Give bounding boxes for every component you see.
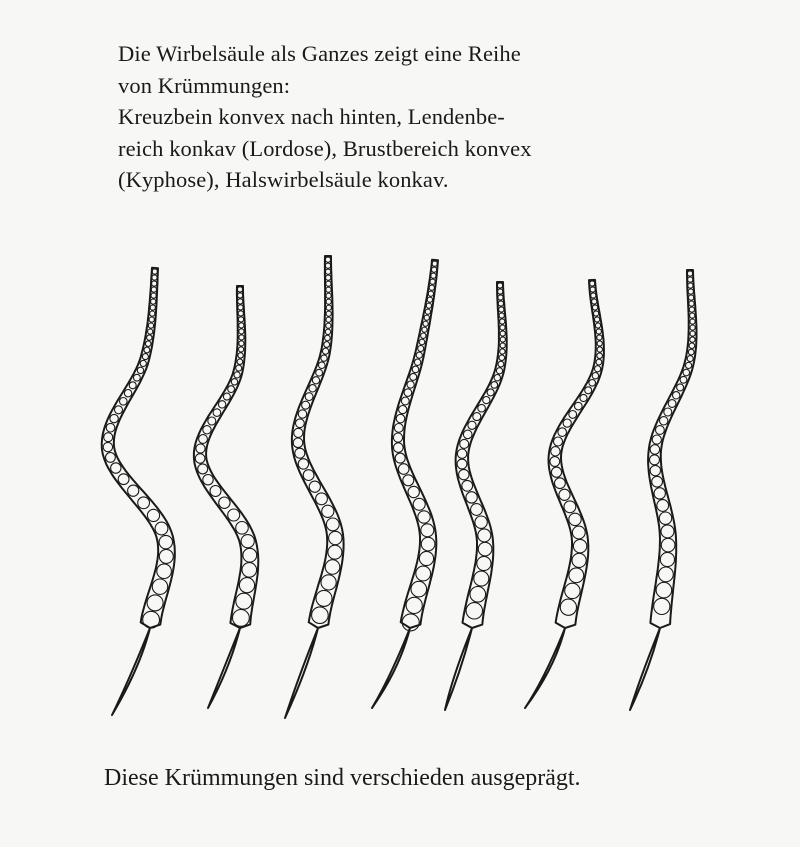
spine-3-vertebra-22	[305, 393, 313, 401]
spine-6-vertebra-5	[593, 305, 598, 310]
spine-7-vertebra-24	[656, 426, 665, 435]
spine-6-vertebra-22	[563, 419, 571, 427]
spine-6-vertebra-35	[569, 568, 584, 583]
spine-4-vertebra-15	[418, 346, 424, 352]
spine-6-vertebra-1	[590, 281, 595, 286]
spine-4-vertebra-17	[414, 359, 420, 365]
spine-7-vertebra-7	[689, 307, 694, 312]
spine-7-vertebra-19	[677, 384, 684, 391]
spine-6-vertebra-6	[594, 311, 599, 316]
spine-3-vertebra-18	[319, 362, 326, 369]
spine-2-vertebra-17	[228, 386, 235, 393]
spine-5-vertebra-20	[478, 404, 486, 412]
spine-7-vertebra-34	[661, 538, 675, 552]
spine-6-vertebra-37	[560, 599, 576, 615]
spine-2	[194, 286, 258, 708]
spine-4-vertebra-3	[431, 273, 436, 278]
spine-2-vertebra-37	[233, 610, 250, 627]
spine-4-vertebra-14	[419, 339, 425, 345]
spine-5-vertebra-15	[496, 368, 502, 374]
spine-6-vertebra-23	[558, 428, 567, 437]
spine-5-vertebra-2	[498, 289, 503, 294]
spine-6-vertebra-26	[550, 457, 560, 467]
spine-6-vertebra-18	[585, 387, 592, 394]
spine-7-vertebra-3	[688, 283, 693, 288]
spine-6-vertebra-12	[597, 347, 602, 352]
spine-6-vertebra-27	[551, 467, 561, 477]
spine-2-vertebra-18	[223, 393, 230, 400]
spine-7	[630, 270, 697, 710]
spine-4-vertebra-2	[432, 267, 437, 272]
spine-2-vertebra-13	[237, 359, 243, 365]
spine-7-vertebra-26	[650, 445, 660, 455]
spine-3-vertebra-3	[326, 269, 331, 274]
spine-7-vertebra-33	[661, 525, 674, 538]
spine-5-vertebra-24	[460, 439, 469, 448]
spine-5-vertebra-13	[499, 355, 505, 361]
spine-4-vertebra-39	[406, 597, 422, 613]
spine-6-vertebra-16	[592, 373, 598, 379]
spine-5-vertebra-5	[499, 307, 504, 312]
spine-3-vertebra-29	[298, 459, 308, 469]
spine-6-vertebra-9	[596, 329, 601, 334]
spine-2-vertebra-30	[228, 509, 240, 521]
spine-3-vertebra-5	[326, 281, 331, 286]
intro-line-4: reich konkav (Lordose), Brustbereich konvex	[118, 135, 532, 161]
spine-7-vertebra-6	[689, 301, 694, 306]
spine-2-vertebra-7	[239, 323, 244, 328]
spine-7-vertebra-35	[660, 552, 674, 566]
spine-1-vertebra-23	[110, 414, 118, 422]
spine-4-vertebra-8	[426, 303, 431, 308]
spine-1-vertebra-1	[152, 269, 157, 274]
spine-2-vertebra-5	[238, 311, 243, 316]
spine-5-vertebra-21	[473, 413, 481, 421]
spine-3-vertebra-30	[303, 470, 314, 481]
spine-1-vertebra-16	[140, 360, 146, 366]
spine-4-vertebra-26	[393, 433, 402, 442]
spine-7-vertebra-16	[686, 362, 692, 368]
spine-4-vertebra-22	[401, 397, 409, 405]
spine-4-vertebra-19	[410, 373, 417, 380]
spine-4-vertebra-18	[412, 366, 419, 373]
spine-7-vertebra-2	[688, 277, 693, 282]
spine-1	[102, 268, 175, 715]
spine-4-vertebra-13	[421, 333, 426, 338]
spine-3-vertebra-7	[326, 293, 331, 298]
spine-2-vertebra-2	[238, 293, 243, 298]
spine-3	[285, 256, 344, 718]
spine-3-vertebra-11	[326, 317, 331, 322]
spine-3-vertebra-37	[325, 560, 340, 575]
spine-7-outline	[630, 270, 697, 710]
spine-5-vertebra-25	[457, 449, 466, 458]
spine-7-vertebra-31	[657, 500, 669, 512]
spine-6-outline	[525, 280, 604, 708]
spine-5-vertebra-37	[466, 603, 482, 619]
spine-3-vertebra-19	[316, 369, 323, 376]
spine-3-vertebra-10	[326, 311, 331, 316]
spine-4-vertebra-36	[419, 551, 433, 565]
spine-7-vertebra-11	[690, 331, 695, 336]
spine-2-vertebra-8	[239, 329, 244, 334]
spine-1-vertebra-30	[128, 485, 139, 496]
spine-curvature-illustration	[0, 240, 800, 730]
spine-1-vertebra-3	[152, 281, 157, 286]
spine-2-vertebra-21	[208, 417, 216, 425]
spine-6-vertebra-28	[555, 478, 566, 489]
spine-7-vertebra-21	[668, 400, 676, 408]
spine-2-vertebra-23	[199, 435, 208, 444]
spine-3-vertebra-35	[329, 531, 342, 544]
spine-4-vertebra-20	[407, 381, 414, 388]
spine-7-vertebra-37	[656, 582, 672, 598]
spine-1-vertebra-11	[148, 329, 153, 334]
spine-6-vertebra-4	[592, 299, 597, 304]
spine-1-vertebra-27	[106, 453, 116, 463]
spine-1-vertebra-31	[138, 497, 150, 509]
spine-7-vertebra-10	[690, 325, 695, 330]
spine-7-vertebra-20	[673, 392, 680, 399]
spine-2-vertebra-20	[213, 409, 221, 417]
spine-2-vertebra-16	[231, 379, 237, 385]
spine-5-vertebra-17	[491, 382, 498, 389]
spine-1-vertebra-18	[134, 374, 141, 381]
spine-4-vertebra-6	[428, 291, 433, 296]
spine-5-vertebra-30	[471, 504, 483, 516]
spine-7-vertebra-15	[687, 356, 693, 362]
spine-1-vertebra-21	[120, 398, 128, 406]
spine-3-vertebra-32	[316, 493, 328, 505]
spine-7-vertebra-22	[664, 408, 672, 416]
spine-6-vertebra-11	[597, 341, 602, 346]
spine-2-vertebra-29	[219, 497, 230, 508]
spine-7-vertebra-32	[659, 512, 671, 524]
spine-7-vertebra-14	[688, 349, 694, 355]
spine-2-vertebra-24	[196, 444, 205, 453]
spine-5-vertebra-36	[470, 587, 486, 603]
spine-1-vertebra-39	[143, 611, 160, 628]
spine-3-vertebra-14	[325, 335, 331, 341]
spine-5-vertebra-10	[500, 337, 505, 342]
spine-4-vertebra-21	[404, 389, 412, 397]
spine-5-outline	[445, 282, 507, 710]
spine-2-vertebra-28	[210, 486, 221, 497]
spine-4-vertebra-4	[430, 279, 435, 284]
spine-7-vertebra-36	[659, 567, 674, 582]
spine-1-vertebra-33	[155, 522, 168, 535]
spine-2-vertebra-19	[218, 401, 225, 408]
spine-2-vertebra-11	[239, 347, 244, 352]
spine-2-vertebra-14	[236, 365, 242, 371]
spine-1-vertebra-9	[149, 317, 154, 322]
spine-1-vertebra-20	[124, 390, 131, 397]
spine-4-vertebra-35	[421, 537, 435, 551]
spine-3-outline	[285, 256, 344, 718]
intro-line-2: von Krümmungen:	[118, 72, 291, 98]
spine-3-vertebra-38	[321, 575, 336, 590]
spine-7-vertebra-29	[652, 476, 663, 487]
spine-5-vertebra-26	[457, 459, 467, 469]
spine-7-vertebra-28	[650, 465, 660, 475]
spine-6-vertebra-25	[551, 447, 560, 456]
spine-3-vertebra-40	[312, 607, 329, 624]
caption: Diese Krümmungen sind verschieden ausgeprägt.	[104, 765, 581, 791]
spine-5-vertebra-31	[475, 516, 487, 528]
spine-6-vertebra-20	[575, 402, 583, 410]
spine-2-vertebra-6	[238, 317, 243, 322]
spine-2-vertebra-4	[238, 305, 243, 310]
spine-4-vertebra-33	[418, 511, 430, 523]
spine-6-vertebra-29	[559, 489, 570, 500]
spine-5-vertebra-28	[462, 480, 473, 491]
spine-2-vertebra-12	[238, 353, 243, 358]
spine-5-vertebra-16	[494, 375, 500, 381]
spine-6-vertebra-8	[595, 323, 600, 328]
spine-5-vertebra-11	[500, 343, 505, 348]
spine-1-vertebra-17	[137, 367, 143, 373]
spine-6-vertebra-19	[580, 394, 587, 401]
spine-7-vertebra-8	[690, 313, 695, 318]
spine-1-vertebra-7	[150, 305, 155, 310]
spine-4-vertebra-11	[423, 321, 428, 326]
spine-2-vertebra-9	[239, 335, 244, 340]
spine-3-vertebra-12	[326, 323, 331, 328]
spine-1-vertebra-32	[147, 509, 159, 521]
spine-4-vertebra-7	[427, 297, 432, 302]
spine-6-vertebra-2	[590, 287, 595, 292]
spine-3-vertebra-33	[322, 505, 334, 517]
spine-4-vertebra-12	[422, 327, 427, 332]
spine-2-vertebra-33	[243, 548, 257, 562]
spine-6-vertebra-24	[554, 437, 563, 446]
spine-1-vertebra-10	[148, 323, 153, 328]
spine-3-vertebra-26	[294, 428, 303, 437]
spine-1-vertebra-8	[150, 311, 155, 316]
spine-3-vertebra-1	[325, 257, 330, 262]
spine-4-vertebra-34	[421, 524, 434, 537]
spine-7-vertebra-23	[660, 417, 668, 425]
spine-5-vertebra-12	[500, 349, 505, 354]
spine-6-vertebra-7	[595, 317, 600, 322]
spine-4-vertebra-37	[416, 566, 431, 581]
spine-7-vertebra-1	[687, 271, 692, 276]
intro-line-3: Kreuzbein konvex nach hinten, Lendenbe-	[118, 104, 505, 129]
spine-4-vertebra-38	[411, 581, 427, 597]
spine-7-vertebra-25	[652, 435, 661, 444]
spine-4-vertebra-16	[416, 352, 422, 358]
spine-2-vertebra-15	[234, 372, 240, 378]
spine-1-vertebra-6	[151, 299, 156, 304]
spine-1-vertebra-25	[104, 433, 113, 442]
spine-2-vertebra-34	[242, 563, 257, 578]
spine-3-vertebra-15	[324, 342, 330, 348]
spine-6-vertebra-31	[569, 513, 581, 525]
spine-7-vertebra-27	[650, 455, 660, 465]
spine-7-vertebra-12	[690, 337, 695, 342]
spine-2-vertebra-1	[237, 287, 242, 292]
spine-7-vertebra-17	[683, 369, 690, 376]
spine-3-vertebra-2	[325, 263, 330, 268]
spine-6	[525, 280, 604, 708]
spine-1-vertebra-13	[145, 341, 151, 347]
spine-6-vertebra-14	[596, 359, 602, 365]
spine-6-vertebra-33	[573, 539, 586, 552]
spine-3-vertebra-24	[298, 410, 306, 418]
spine-4-vertebra-5	[429, 285, 434, 290]
spine-7-vertebra-4	[688, 289, 693, 294]
spine-2-vertebra-25	[195, 454, 205, 464]
spine-5-vertebra-14	[498, 361, 504, 367]
spine-4-vertebra-29	[398, 464, 409, 475]
spine-1-vertebra-4	[151, 287, 156, 292]
spine-5-vertebra-1	[497, 283, 502, 288]
spine-1-vertebra-36	[157, 564, 172, 579]
spine-4-vertebra-31	[408, 486, 419, 497]
spine-3-vertebra-28	[295, 448, 305, 458]
spine-3-vertebra-25	[296, 419, 305, 428]
spine-4-vertebra-32	[413, 498, 425, 510]
spine-5-vertebra-22	[468, 421, 476, 429]
spine-5-vertebra-8	[500, 325, 505, 330]
spine-7-vertebra-38	[654, 598, 670, 614]
spine-5-vertebra-9	[500, 331, 505, 336]
spine-3-vertebra-23	[302, 401, 310, 409]
spine-7-vertebra-13	[689, 343, 695, 349]
spine-6-vertebra-17	[589, 380, 596, 387]
spine-3-vertebra-13	[325, 329, 330, 334]
spine-4-vertebra-24	[396, 414, 405, 423]
spine-5	[445, 282, 507, 710]
spine-3-vertebra-17	[321, 355, 327, 361]
spine-1-vertebra-5	[151, 293, 156, 298]
spine-5-vertebra-27	[459, 469, 469, 479]
spine-3-vertebra-8	[326, 299, 331, 304]
spine-5-vertebra-32	[478, 529, 491, 542]
spine-3-vertebra-16	[323, 348, 329, 354]
spine-4-vertebra-30	[403, 475, 414, 486]
spine-3-vertebra-34	[326, 518, 339, 531]
spine-2-vertebra-27	[203, 475, 213, 485]
spine-1-vertebra-14	[144, 347, 150, 353]
intro-line-1: Die Wirbelsäule als Ganzes zeigt eine Reihe	[118, 41, 521, 66]
spine-6-vertebra-36	[565, 583, 580, 598]
spine-6-vertebra-10	[597, 335, 602, 340]
spine-3-vertebra-36	[328, 545, 342, 559]
spine-2-vertebra-22	[203, 426, 211, 434]
spine-2-vertebra-10	[239, 341, 244, 346]
spine-5-vertebra-6	[499, 313, 504, 318]
spine-5-vertebra-18	[487, 389, 494, 396]
spine-2-vertebra-32	[241, 535, 254, 548]
spine-1-vertebra-2	[152, 275, 157, 280]
spine-2-vertebra-36	[236, 593, 252, 609]
spine-4-vertebra-9	[425, 309, 430, 314]
spine-5-vertebra-4	[498, 301, 503, 306]
spine-5-vertebra-7	[500, 319, 505, 324]
spine-1-vertebra-37	[152, 579, 167, 594]
spine-1-vertebra-12	[147, 335, 152, 340]
spine-4-vertebra-10	[424, 315, 429, 320]
spine-3-vertebra-21	[309, 385, 316, 392]
spine-1-vertebra-35	[159, 549, 173, 563]
spine-4-vertebra-25	[394, 424, 403, 433]
spine-1-vertebra-19	[129, 382, 136, 389]
spine-6-vertebra-3	[591, 293, 596, 298]
spine-5-vertebra-19	[483, 397, 490, 404]
spine-4-outline	[372, 260, 438, 708]
spine-5-vertebra-33	[478, 542, 492, 556]
spine-7-vertebra-18	[680, 376, 687, 383]
spine-7-vertebra-9	[690, 319, 695, 324]
spine-6-vertebra-21	[569, 411, 577, 419]
spine-5-vertebra-29	[466, 492, 477, 503]
spine-3-vertebra-20	[312, 377, 319, 384]
spine-1-vertebra-24	[106, 423, 115, 432]
spine-4-vertebra-27	[394, 443, 404, 453]
spine-6-vertebra-15	[595, 366, 601, 372]
spine-3-vertebra-4	[326, 275, 331, 280]
spine-1-vertebra-22	[115, 406, 123, 414]
spine-7-vertebra-30	[654, 488, 665, 499]
spine-2-vertebra-35	[239, 578, 254, 593]
spine-6-vertebra-32	[572, 526, 585, 539]
spine-5-vertebra-35	[474, 571, 489, 586]
spine-3-vertebra-31	[309, 481, 320, 492]
spine-3-vertebra-9	[326, 305, 331, 310]
intro-line-5: (Kyphose), Halswirbelsäule konkav.	[118, 167, 449, 192]
spine-2-vertebra-3	[238, 299, 243, 304]
spine-2-vertebra-26	[198, 464, 208, 474]
spine-6-vertebra-13	[597, 353, 603, 359]
spine-3-vertebra-27	[293, 438, 303, 448]
spine-1-vertebra-38	[147, 595, 163, 611]
spine-3-vertebra-6	[326, 287, 331, 292]
spine-6-vertebra-30	[564, 501, 576, 513]
spine-4-vertebra-1	[432, 261, 437, 266]
spine-5-vertebra-23	[463, 430, 472, 439]
spine-6-vertebra-34	[572, 553, 586, 567]
spine-1-vertebra-29	[118, 474, 129, 485]
spine-3-vertebra-39	[316, 590, 332, 606]
intro-paragraph	[118, 38, 718, 196]
spine-1-vertebra-34	[159, 535, 172, 548]
spine-1-vertebra-15	[142, 354, 148, 360]
spine-2-vertebra-31	[236, 522, 249, 535]
spine-4-vertebra-23	[399, 406, 407, 414]
spine-1-vertebra-26	[103, 442, 112, 451]
spine-7-vertebra-5	[689, 295, 694, 300]
spine-5-vertebra-3	[498, 295, 503, 300]
spine-4	[372, 260, 438, 708]
spine-5-vertebra-34	[477, 556, 491, 570]
spine-4-vertebra-28	[395, 453, 405, 463]
spine-1-vertebra-28	[111, 463, 121, 473]
